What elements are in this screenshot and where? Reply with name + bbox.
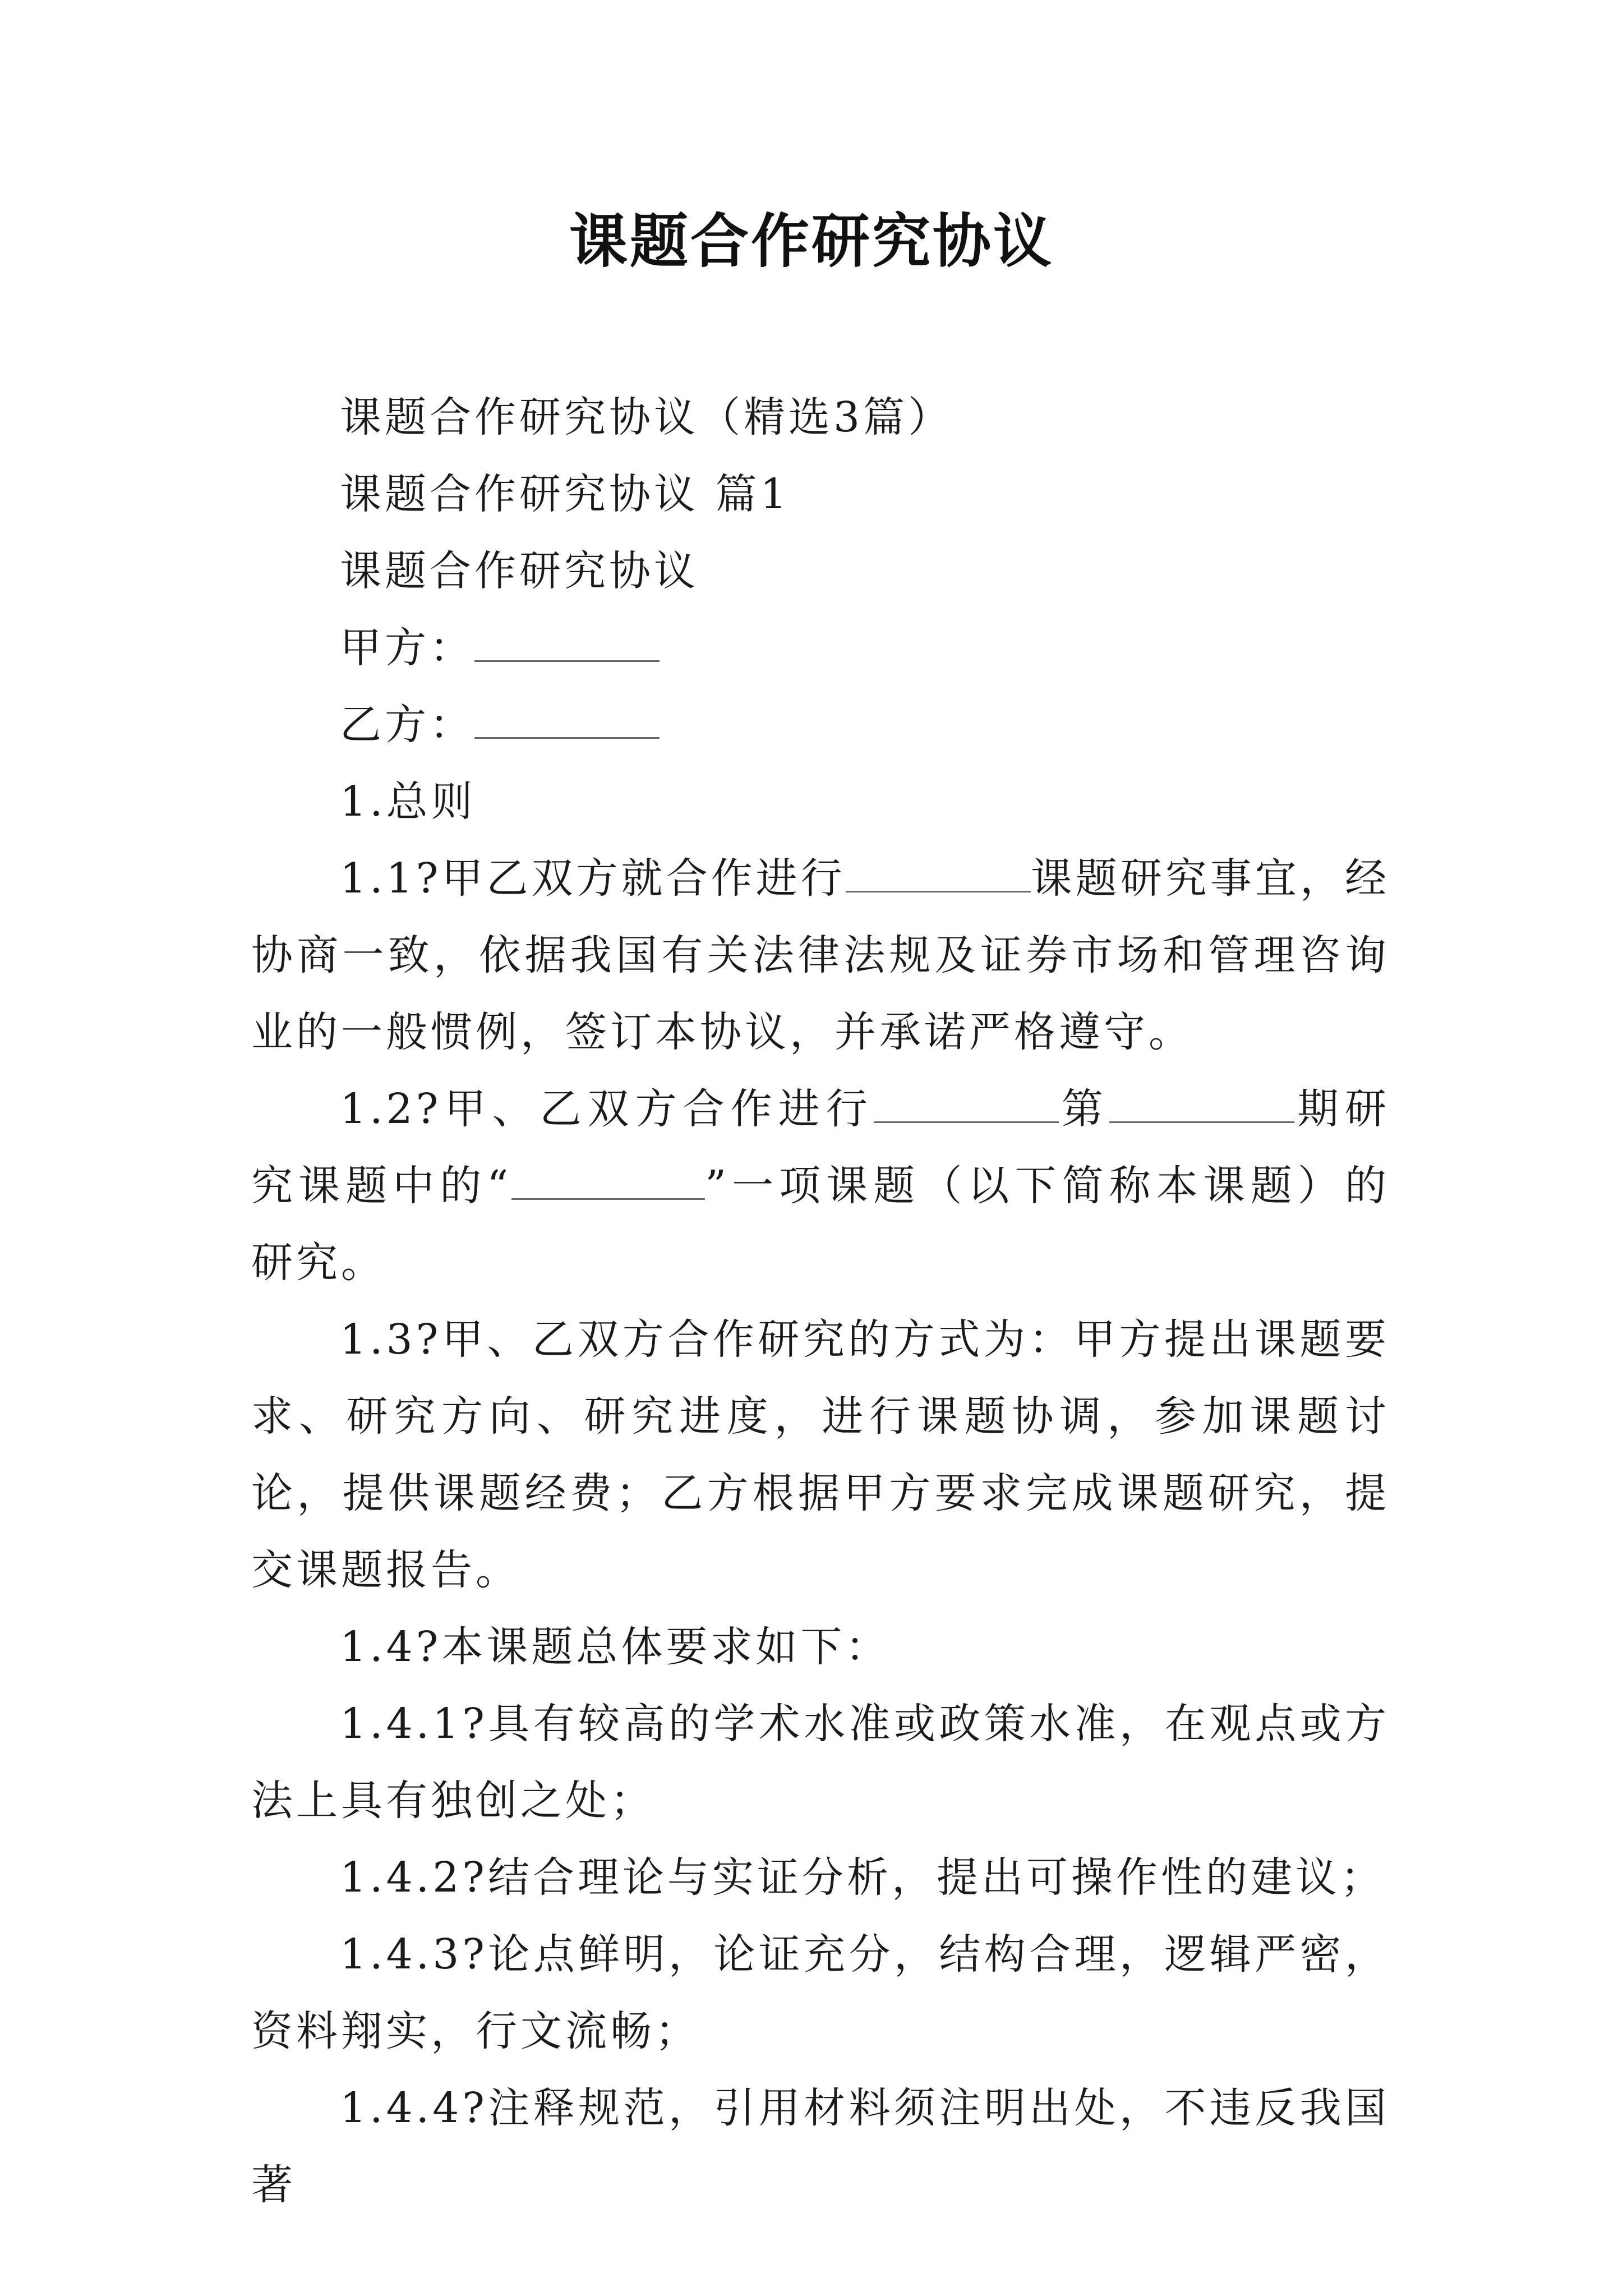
section-1-heading: 1.总则 <box>340 777 476 826</box>
party-a-line <box>251 610 1390 687</box>
subtitle: 课题合作研究协议（精选3篇） <box>340 393 953 441</box>
clause-1-2-blank-3 <box>511 1161 705 1200</box>
clause-1-2-blank-1 <box>874 1084 1059 1123</box>
clause-1-2-part-d: ”一项课题（以下简称本课题）的研究。 <box>251 1162 1390 1287</box>
clause-1-1-part-a: 1.1?甲乙双方就合作进行 <box>340 854 846 903</box>
clause-1-1-blank <box>846 854 1031 892</box>
document-body <box>251 379 1390 2224</box>
clause-1-2 <box>251 1071 1390 1301</box>
clause-1-2-part-b: 第 <box>1058 1085 1109 1133</box>
clause-1-4-2: 1.4.2?结合理论与实证分析，提出可操作性的建议； <box>340 1853 1385 1902</box>
clause-1-1 <box>251 840 1390 1071</box>
party-b-blank <box>474 700 660 739</box>
clause-1-3: 1.3?甲、乙双方合作研究的方式为：甲方提出课题要求、研究方向、研究进度，进行课题协调，参加课题讨论，提供课题经费；乙方根据甲方要求完成课题研究，提交课题报告。 <box>251 1315 1390 1594</box>
party-b-line <box>251 687 1390 763</box>
part-heading: 课题合作研究协议 篇1 <box>340 470 790 518</box>
doc-heading: 课题合作研究协议 <box>340 547 699 595</box>
clause-1-4-4: 1.4.4?注释规范，引用材料须注明出处，不违反我国著 <box>251 2084 1390 2209</box>
clause-1-4-1: 1.4.1?具有较高的学术水准或政策水准，在观点或方法上具有独创之处； <box>251 1700 1390 1825</box>
page-title: 课题合作研究协议 <box>569 207 1054 275</box>
clause-1-2-part-c: 期研究课题中的“ <box>251 1085 1390 1210</box>
party-b-label: 乙方： <box>340 701 474 749</box>
clause-1-4-3: 1.4.3?论点鲜明，论证充分，结构合理，逻辑严密，资料翔实，行文流畅； <box>251 1930 1390 2055</box>
clause-1-4: 1.4?本课题总体要求如下： <box>340 1623 891 1671</box>
party-a-blank <box>474 623 660 662</box>
clause-1-2-blank-2 <box>1109 1084 1294 1123</box>
clause-1-2-part-a: 1.2?甲、乙双方合作进行 <box>340 1085 874 1133</box>
clause-1-1-part-b: 课题研究事宜，经协商一致，依据我国有关法律法规及证券市场和管理咨询业的一般惯例，签订本协议，并承诺严格遵守。 <box>251 854 1390 1056</box>
party-a-label: 甲方： <box>340 624 474 672</box>
